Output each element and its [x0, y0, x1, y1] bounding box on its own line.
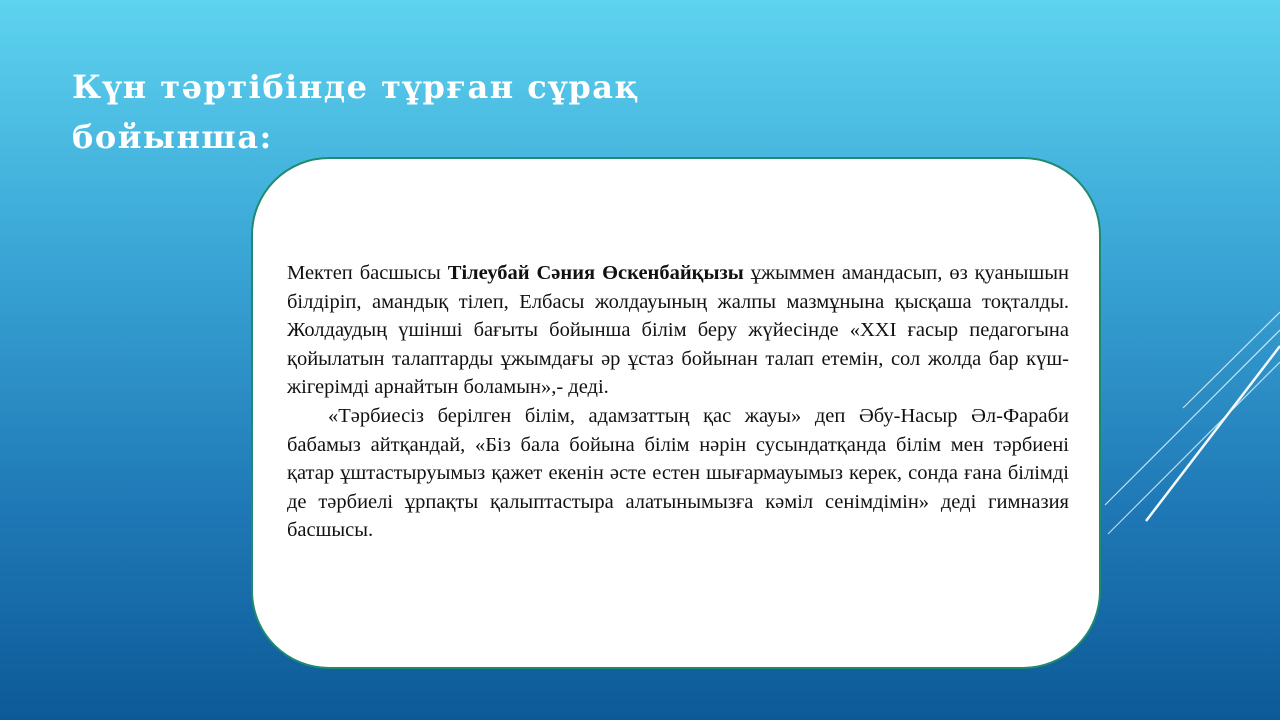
deco-line-4 — [1108, 362, 1280, 534]
content-text — [287, 259, 1069, 545]
deco-line-3 — [1146, 346, 1280, 521]
paragraph-1 — [287, 259, 1069, 402]
paragraph-1-intro: Мектеп басшысы — [287, 262, 448, 284]
deco-line-1 — [1183, 312, 1280, 408]
paragraph-2: «Тәрбиесіз берілген білім, адамзаттың қас жауы» деп Әбу-Насыр Әл-Фараби бабамыз айтқандай, «Біз бала бойына білім нәрін сусындатқанда білім мен тәрбиені қатар ұштастыруымыз қажет екенін әсте естен шығармауымыз керек, сонда ғана білімді де тәрбиелі ұрпақты қалыптастыра алатынымызға кәміл сенімдімін» деді гимназия басшысы. — [287, 404, 1069, 542]
content-panel — [251, 157, 1101, 669]
paragraph-1-body: ұжыммен амандасып, өз қуанышын білдіріп, амандық тілеп, Елбасы жолдауының жалпы мазмұнына қысқаша тоқталды. Жолдаудың үшінші бағыты бойынша білім беру жүйесінде «XXI ғасыр педагогына қойылатын талаптарды ұжымдағы әр ұстаз бойынан талап етемін, сол жолда бар күш-жігерімді арнайтын боламын»,- деді. — [287, 262, 1069, 399]
principal-name: Тілеубай Сәния Өскенбайқызы — [447, 262, 744, 284]
slide-title: Күн тәртібінде тұрған сұрақ бойынша: — [72, 68, 640, 156]
deco-line-2 — [1105, 330, 1280, 505]
